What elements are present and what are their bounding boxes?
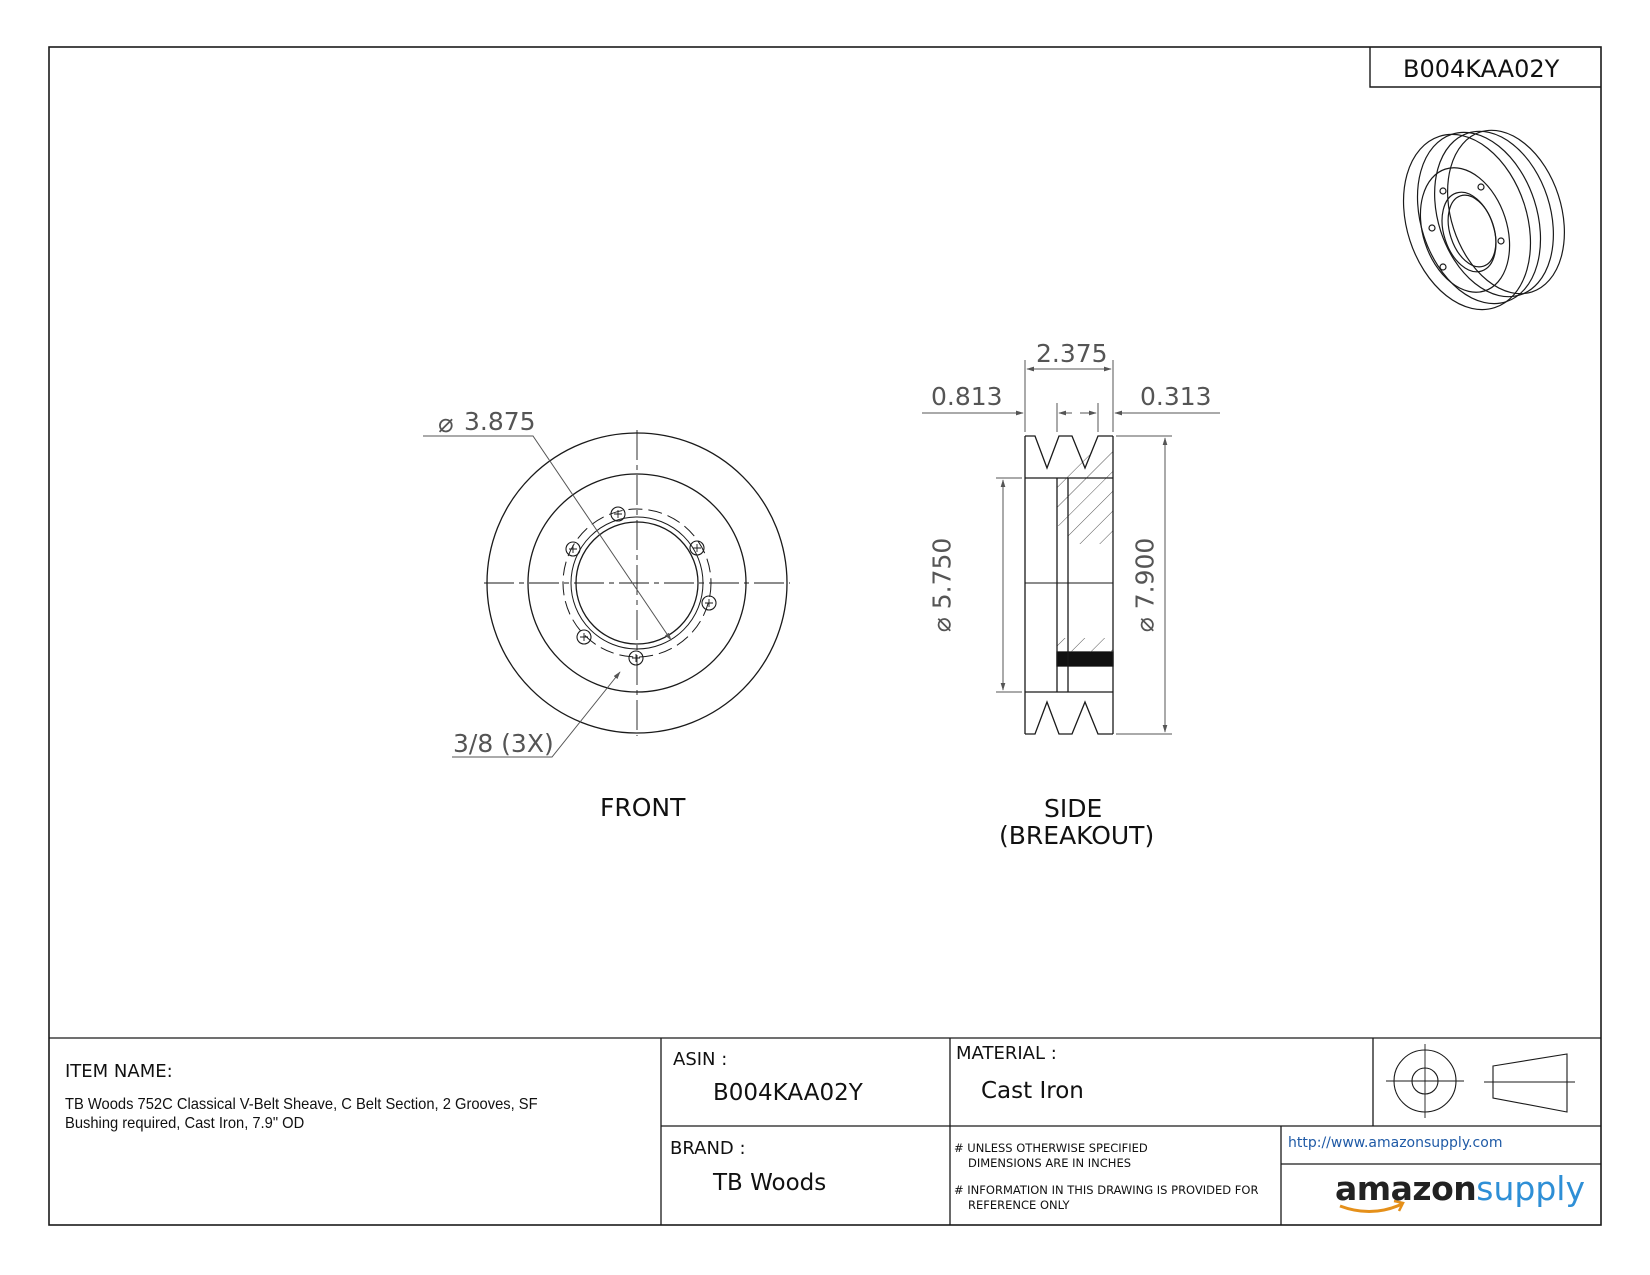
logo-supply-text: supply bbox=[1476, 1169, 1585, 1208]
hub-diameter-dim: 3.875 bbox=[464, 407, 536, 436]
material-label: MATERIAL : bbox=[956, 1043, 1057, 1064]
isometric-view bbox=[1382, 115, 1584, 326]
outside-diameter-dim: ⌀ 7.900 bbox=[1130, 537, 1160, 633]
pitch-diameter-value: 5.750 bbox=[927, 537, 957, 610]
item-name-value: TB Woods 752C Classical V-Belt Sheave, C Belt Section, 2 Grooves, SF Bushing required, Cast Iron, 7.9" OD bbox=[65, 1096, 538, 1133]
amazonsupply-logo bbox=[1335, 1169, 1585, 1208]
right-offset-dim: 0.313 bbox=[1140, 382, 1212, 411]
material-value: Cast Iron bbox=[981, 1078, 1084, 1104]
website-link[interactable]: http://www.amazonsupply.com bbox=[1288, 1135, 1503, 1151]
note-reference-line2: REFERENCE ONLY bbox=[968, 1198, 1070, 1212]
note-units-line1: # UNLESS OTHERWISE SPECIFIED bbox=[954, 1141, 1148, 1155]
hole-callout-dim: 3/8 (3X) bbox=[453, 729, 554, 758]
asin-value: B004KAA02Y bbox=[713, 1080, 863, 1106]
note-units-line2: DIMENSIONS ARE IN INCHES bbox=[968, 1156, 1132, 1170]
front-view bbox=[484, 430, 790, 736]
logo-amazon-text: amazon bbox=[1335, 1169, 1477, 1208]
front-dimension-lines bbox=[423, 436, 671, 757]
front-view-label: FRONT bbox=[600, 793, 686, 822]
third-angle-projection-icon bbox=[1386, 1044, 1575, 1118]
left-offset-dim: 0.813 bbox=[931, 382, 1003, 411]
outside-diameter-value: 7.900 bbox=[1130, 537, 1160, 610]
side-view bbox=[1025, 436, 1113, 734]
note-reference-line1: # INFORMATION IN THIS DRAWING IS PROVIDED FOR bbox=[954, 1183, 1259, 1197]
side-view-sublabel: (BREAKOUT) bbox=[999, 821, 1155, 850]
sheet-border bbox=[49, 47, 1601, 1225]
brand-value: TB Woods bbox=[713, 1170, 827, 1196]
asin-label: ASIN : bbox=[673, 1049, 728, 1070]
brand-label: BRAND : bbox=[670, 1138, 746, 1159]
side-view-label: SIDE bbox=[1044, 794, 1103, 823]
diameter-symbol-icon: ⌀ bbox=[438, 409, 454, 439]
item-name-label: ITEM NAME: bbox=[65, 1061, 173, 1082]
overall-width-dim: 2.375 bbox=[1036, 339, 1108, 368]
side-dimension-lines bbox=[922, 360, 1220, 734]
pitch-diameter-dim: ⌀ 5.750 bbox=[927, 537, 957, 633]
part-number: B004KAA02Y bbox=[1403, 55, 1560, 83]
